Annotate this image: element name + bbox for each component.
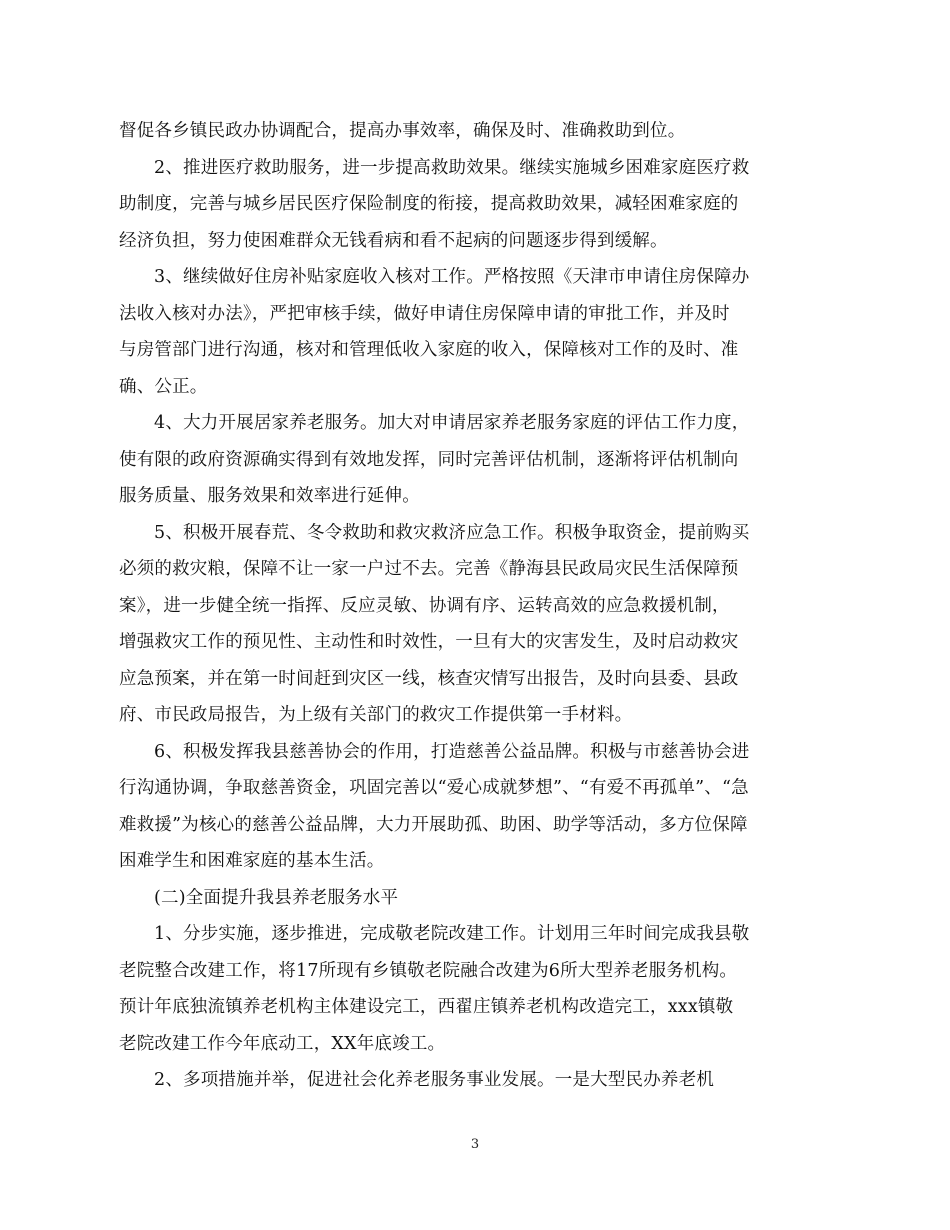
- text-line: 增强救灾工作的预见性、主动性和时效性，一旦有大的灾害发生，及时启动救灾: [119, 632, 739, 652]
- text-line: 5、积极开展春荒、冬令救助和救灾救济应急工作。积极争取资金，提前购买: [154, 523, 750, 543]
- text-line: 1、分步实施，逐步推进，完成敬老院改建工作。计划用三年时间完成我县敬: [154, 924, 750, 944]
- page-number: 3: [470, 1137, 480, 1152]
- text-line: 6、积极发挥我县慈善协会的作用，打造慈善公益品牌。积极与市慈善协会进: [154, 742, 750, 762]
- text-line: 法收入核对办法》，严把审核手续，做好申请住房保障申请的审批工作，并及时: [119, 304, 730, 324]
- section-heading: (二)全面提升我县养老服务水平: [154, 888, 399, 908]
- text-line: 与房管部门进行沟通，核对和管理低收入家庭的收入，保障核对工作的及时、准: [119, 340, 739, 360]
- text-line: 服务质量、服务效果和效率进行延伸。: [119, 486, 420, 506]
- text-line: 助制度，完善与城乡居民医疗保险制度的衔接，提高救助效果，减轻困难家庭的: [119, 194, 739, 214]
- text-line: 2、多项措施并举，促进社会化养老服务事业发展。一是大型民办养老机: [154, 1070, 715, 1090]
- text-line: 老院整合改建工作，将17所现有乡镇敬老院融合改建为6所大型养老服务机构。: [119, 961, 738, 981]
- text-line: 行沟通协调，争取慈善资金，巩固完善以“爱心成就梦想”、“有爱不再孤单”、“急: [119, 778, 749, 798]
- text-line: 必须的救灾粮，保障不让一家一户过不去。完善《静海县民政局灾民生活保障预: [119, 559, 739, 579]
- text-line: 应急预案，并在第一时间赶到灾区一线，核查灾情写出报告，及时向县委、县政: [119, 669, 739, 689]
- text-line: 难救援”为核心的慈善公益品牌，大力开展助孤、助困、助学等活动，多方位保障: [119, 815, 748, 835]
- text-line: 使有限的政府资源确实得到有效地发挥，同时完善评估机制，逐渐将评估机制向: [119, 450, 739, 470]
- text-line: 案》，进一步健全统一指挥、反应灵敏、协调有序、运转高效的应急救援机制，: [119, 596, 730, 616]
- text-line: 2、推进医疗救助服务，进一步提高救助效果。继续实施城乡困难家庭医疗救: [154, 158, 750, 178]
- text-line: 预计年底独流镇养老机构主体建设完工，西翟庄镇养老机构改造完工，xxx镇敬: [119, 997, 734, 1017]
- text-line: 府、市民政局报告，为上级有关部门的救灾工作提供第一手材料。: [119, 705, 633, 725]
- text-line: 困难学生和困难家庭的基本生活。: [119, 851, 385, 871]
- text-line: 确、公正。: [119, 377, 208, 397]
- text-line: 4、大力开展居家养老服务。加大对申请居家养老服务家庭的评估工作力度，: [154, 413, 750, 433]
- text-line: 经济负担，努力使困难群众无钱看病和看不起病的问题逐步得到缓解。: [119, 231, 668, 251]
- text-line: 老院改建工作今年底动工，XX年底竣工。: [119, 1034, 446, 1054]
- text-line: 3、继续做好住房补贴家庭收入核对工作。严格按照《天津市申请住房保障办: [154, 267, 750, 287]
- text-line: 督促各乡镇民政办协调配合，提高办事效率，确保及时、准确救助到位。: [119, 121, 686, 141]
